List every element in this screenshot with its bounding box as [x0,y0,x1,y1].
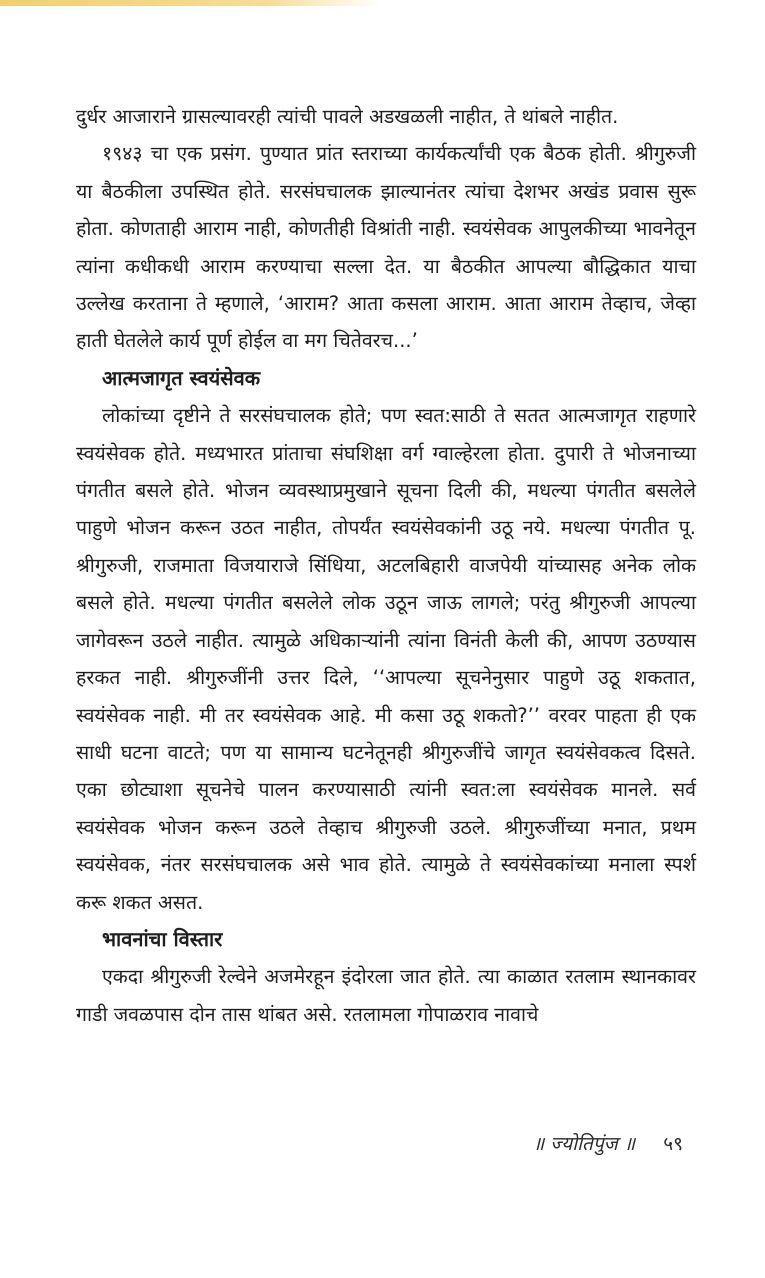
section-heading-bhavanancha-vistar: भावनांचा विस्तार [102,926,223,951]
paragraph-ratlam-journey: एकदा श्रीगुरुजी रेल्वेने अजमेरहून इंदोरला जात होते. त्या काळात रतलाम स्थानकावर गाडी जवळपास दोन तास थांबत असे. रतलामला गोपाळराव नावाचे [76,965,696,1026]
page-number: ५९ [663,1133,683,1155]
top-accent-rule [0,0,380,6]
book-title: ॥ ज्योतिपुंज ॥ [532,1133,636,1155]
page-footer [533,1130,683,1156]
page-body [76,98,696,1033]
section-heading-atmajagrut: आत्मजागृत स्वयंसेवक [102,365,261,390]
paragraph-continued: दुर्धर आजाराने ग्रासल्यावरही त्यांची पावले अडखळली नाहीत, ते थांबले नाहीत. [76,105,619,128]
paragraph-1943-meeting: १९४३ चा एक प्रसंग. पुण्यात प्रांत स्तराच्या कार्यकर्त्यांची एक बैठक होती. श्रीगुरुजी या बैठकीला उपस्थित होते. सरसंघचालक झाल्यानंतर त्यांचा देशभर अखंड प्रवास सुरू होता. कोणताही आराम नाही, कोणतीही विश्रांती नाही. स्वयंसेवक आपुलकीच्या भावनेतून त्यांना कधीकधी आराम करण्याचा सल्ला देत. या बैठकीत आपल्या बौद्धिकात याचा उल्लेख करताना ते म्हणाले, ‘आराम? आता कसला आराम. आता आराम तेव्हाच, जेव्हा हाती घेतलेले कार्य पूर्ण होईल वा मग चितेवरच...’ [76,142,696,353]
paragraph-gwalior-incident: लोकांच्या दृष्टीने ते सरसंघचालक होते; पण स्वत:साठी ते सतत आत्मजागृत राहणारे स्वयंसेवक होते. मध्यभारत प्रांताचा संघशिक्षा वर्ग ग्वाल्हेरला होता. दुपारी ते भोजनाच्या पंगतीत बसले होते. भोजन व्यवस्थाप्रमुखाने सूचना दिली की, मधल्या पंगतीत बसलेले पाहुणे भोजन करून उठत नाहीत, तोपर्यंत स्वयंसेवकांनी उठू नये. मधल्या पंगतीत पू. श्रीगुरुजी, राजमाता विजयाराजे सिंधिया, अटलबिहारी वाजपेयी यांच्यासह अनेक लोक बसले होते. मधल्या पंगतीत बसलेले लोक उठून जाऊ लागले; परंतु श्रीगुरुजी आपल्या जागेवरून उठले नाहीत. त्यामुळे अधिकाऱ्यांनी त्यांना विनंती केली की, आपण उठण्यास हरकत नाही. श्रीगुरुजींनी उत्तर दिले, ‘‘आपल्या सूचनेनुसार पाहुणे उठू शकतात, स्वयंसेवक नाही. मी तर स्वयंसेवक आहे. मी कसा उठू शकतो?’’ वरवर पाहता ही एक साधी घटना वाटते; पण या सामान्य घटनेतूनही श्रीगुरुजींचे जागृत स्वयंसेवकत्व दिसते. एका छोट्याशा सूचनेचे पालन करण्यासाठी त्यांनी स्वत:ला स्वयंसेवक मानले. सर्व स्वयंसेवक भोजन करून उठले तेव्हाच श्रीगुरुजी उठले. श्रीगुरुजींच्या मनात, प्रथम स्वयंसेवक, नंतर सरसंघचालक असे भाव होते. त्यामुळे ते स्वयंसेवकांच्या मनाला स्पर्श करू शकत असत. [76,404,696,914]
